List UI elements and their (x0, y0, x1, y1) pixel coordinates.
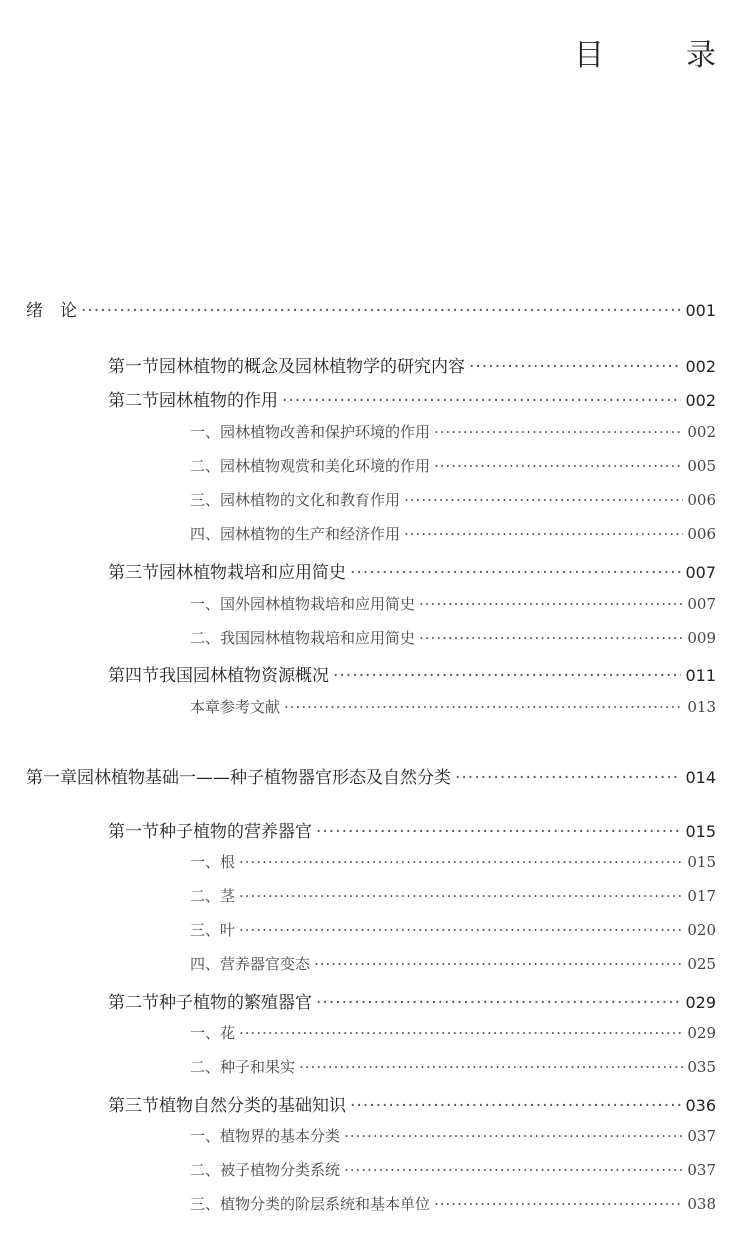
dot-leader (239, 921, 683, 939)
dot-leader (419, 629, 683, 647)
dot-leader (282, 391, 681, 411)
dot-leader (434, 1195, 683, 1213)
dot-leader (81, 301, 681, 321)
entry-page: 017 (687, 887, 716, 905)
dot-leader (434, 423, 683, 441)
toc-entry-intro-s2-1[interactable] (190, 421, 716, 449)
entry-title: 园林植物基础一——种子植物器官形态及自然分类 (77, 768, 451, 788)
toc-entry-ch1-s3-1[interactable] (190, 1125, 716, 1153)
dot-leader (455, 768, 681, 788)
entry-title: 一、花 (190, 1024, 236, 1042)
entry-page: 014 (685, 768, 716, 787)
toc-entry-ch1-s1[interactable] (108, 817, 716, 845)
entry-page: 007 (685, 563, 716, 582)
dot-leader (239, 853, 683, 871)
entry-page: 001 (685, 301, 716, 320)
toc-entry-intro-s3[interactable] (108, 558, 716, 586)
dot-leader (404, 525, 683, 543)
entry-label: 第三节 (108, 1096, 159, 1116)
entry-page: 029 (687, 1024, 716, 1042)
entry-page: 020 (687, 921, 716, 939)
toc-entry-intro-references[interactable] (190, 696, 716, 724)
toc-entry-ch1-s2-1[interactable] (190, 1022, 716, 1050)
entry-page: 037 (687, 1127, 716, 1145)
entry-title: 二、我国园林植物栽培和应用简史 (190, 629, 416, 647)
toc-entry-ch1-s1-4[interactable] (190, 953, 716, 981)
entry-title: 二、被子植物分类系统 (190, 1161, 341, 1179)
entry-title: 园林植物栽培和应用简史 (159, 563, 346, 583)
toc-entry-ch1-s2-2[interactable] (190, 1056, 716, 1084)
dot-leader (469, 357, 681, 377)
entry-title: 种子植物的营养器官 (159, 822, 312, 842)
entry-page: 011 (685, 666, 716, 685)
entry-page: 002 (687, 423, 716, 441)
entry-title: 二、种子和果实 (190, 1058, 296, 1076)
dot-leader (316, 993, 681, 1013)
dot-leader (344, 1161, 683, 1179)
entry-page: 009 (687, 629, 716, 647)
entry-title: 二、园林植物观赏和美化环境的作用 (190, 457, 431, 475)
entry-page: 002 (685, 391, 716, 410)
toc-entry-ch1-s1-1[interactable] (190, 851, 716, 879)
dot-leader (350, 1096, 681, 1116)
dot-leader (314, 955, 683, 973)
dot-leader (239, 1024, 683, 1042)
entry-title: 园林植物的概念及园林植物学的研究内容 (159, 357, 465, 377)
toc-entry-intro-s4[interactable] (108, 661, 716, 689)
dot-leader (316, 822, 681, 842)
dot-leader (333, 666, 681, 686)
entry-title: 四、园林植物的生产和经济作用 (190, 525, 401, 543)
dot-leader (344, 1127, 683, 1145)
page-title: 目 录 (574, 38, 742, 73)
entry-page: 002 (685, 357, 716, 376)
entry-label: 第一章 (26, 768, 77, 788)
entry-page: 013 (687, 698, 716, 716)
entry-label: 第二节 (108, 391, 159, 411)
toc-entry-intro-s2[interactable] (108, 386, 716, 414)
entry-title: 园林植物的作用 (159, 391, 278, 411)
toc-entry-ch1-s2[interactable] (108, 988, 716, 1016)
entry-title: 三、叶 (190, 921, 236, 939)
entry-title: 三、植物分类的阶层系统和基本单位 (190, 1195, 431, 1213)
entry-page: 025 (687, 955, 716, 973)
entry-page: 006 (687, 491, 716, 509)
dot-leader (419, 595, 683, 613)
entry-title: 我国园林植物资源概况 (159, 666, 329, 686)
dot-leader (404, 491, 683, 509)
entry-title: 一、植物界的基本分类 (190, 1127, 341, 1145)
entry-page: 035 (687, 1058, 716, 1076)
entry-title: 一、根 (190, 853, 236, 871)
toc-entry-intro-s2-3[interactable] (190, 489, 716, 517)
toc-entry-ch1-s1-2[interactable] (190, 885, 716, 913)
dot-leader (299, 1058, 683, 1076)
dot-leader (434, 457, 683, 475)
entry-page: 038 (687, 1195, 716, 1213)
entry-page: 036 (685, 1096, 716, 1115)
toc-entry-ch1-s3[interactable] (108, 1091, 716, 1119)
toc-entry-ch1-s3-3[interactable] (190, 1193, 716, 1221)
dot-leader (350, 563, 681, 583)
entry-page: 015 (687, 853, 716, 871)
toc-entry-ch1-s3-2[interactable] (190, 1159, 716, 1187)
entry-label: 绪 论 (26, 301, 77, 321)
entry-page: 015 (685, 822, 716, 841)
entry-title: 三、园林植物的文化和教育作用 (190, 491, 401, 509)
entry-title: 四、营养器官变态 (190, 955, 311, 973)
entry-title: 一、园林植物改善和保护环境的作用 (190, 423, 431, 441)
toc-entry-intro[interactable] (26, 296, 716, 324)
entry-title: 种子植物的繁殖器官 (159, 993, 312, 1013)
toc-entry-chapter-1[interactable] (26, 763, 716, 791)
dot-leader (239, 887, 683, 905)
toc-entry-intro-s2-4[interactable] (190, 523, 716, 551)
entry-page: 029 (685, 993, 716, 1012)
entry-label: 第四节 (108, 666, 159, 686)
entry-page: 006 (687, 525, 716, 543)
toc-entry-intro-s3-2[interactable] (190, 627, 716, 655)
dot-leader (284, 698, 683, 716)
entry-page: 005 (687, 457, 716, 475)
entry-page: 037 (687, 1161, 716, 1179)
entry-label: 第三节 (108, 563, 159, 583)
entry-label: 第一节 (108, 822, 159, 842)
entry-title: 二、茎 (190, 887, 236, 905)
toc-entry-intro-s1[interactable] (108, 352, 716, 380)
entry-title: 植物自然分类的基础知识 (159, 1096, 346, 1116)
toc-entry-ch1-s1-3[interactable] (190, 919, 716, 947)
entry-title: 一、国外园林植物栽培和应用简史 (190, 595, 416, 613)
entry-page: 007 (687, 595, 716, 613)
entry-label: 第一节 (108, 357, 159, 377)
entry-title: 本章参考文献 (190, 698, 281, 716)
entry-label: 第二节 (108, 993, 159, 1013)
toc-entry-intro-s3-1[interactable] (190, 593, 716, 621)
toc-entry-intro-s2-2[interactable] (190, 455, 716, 483)
